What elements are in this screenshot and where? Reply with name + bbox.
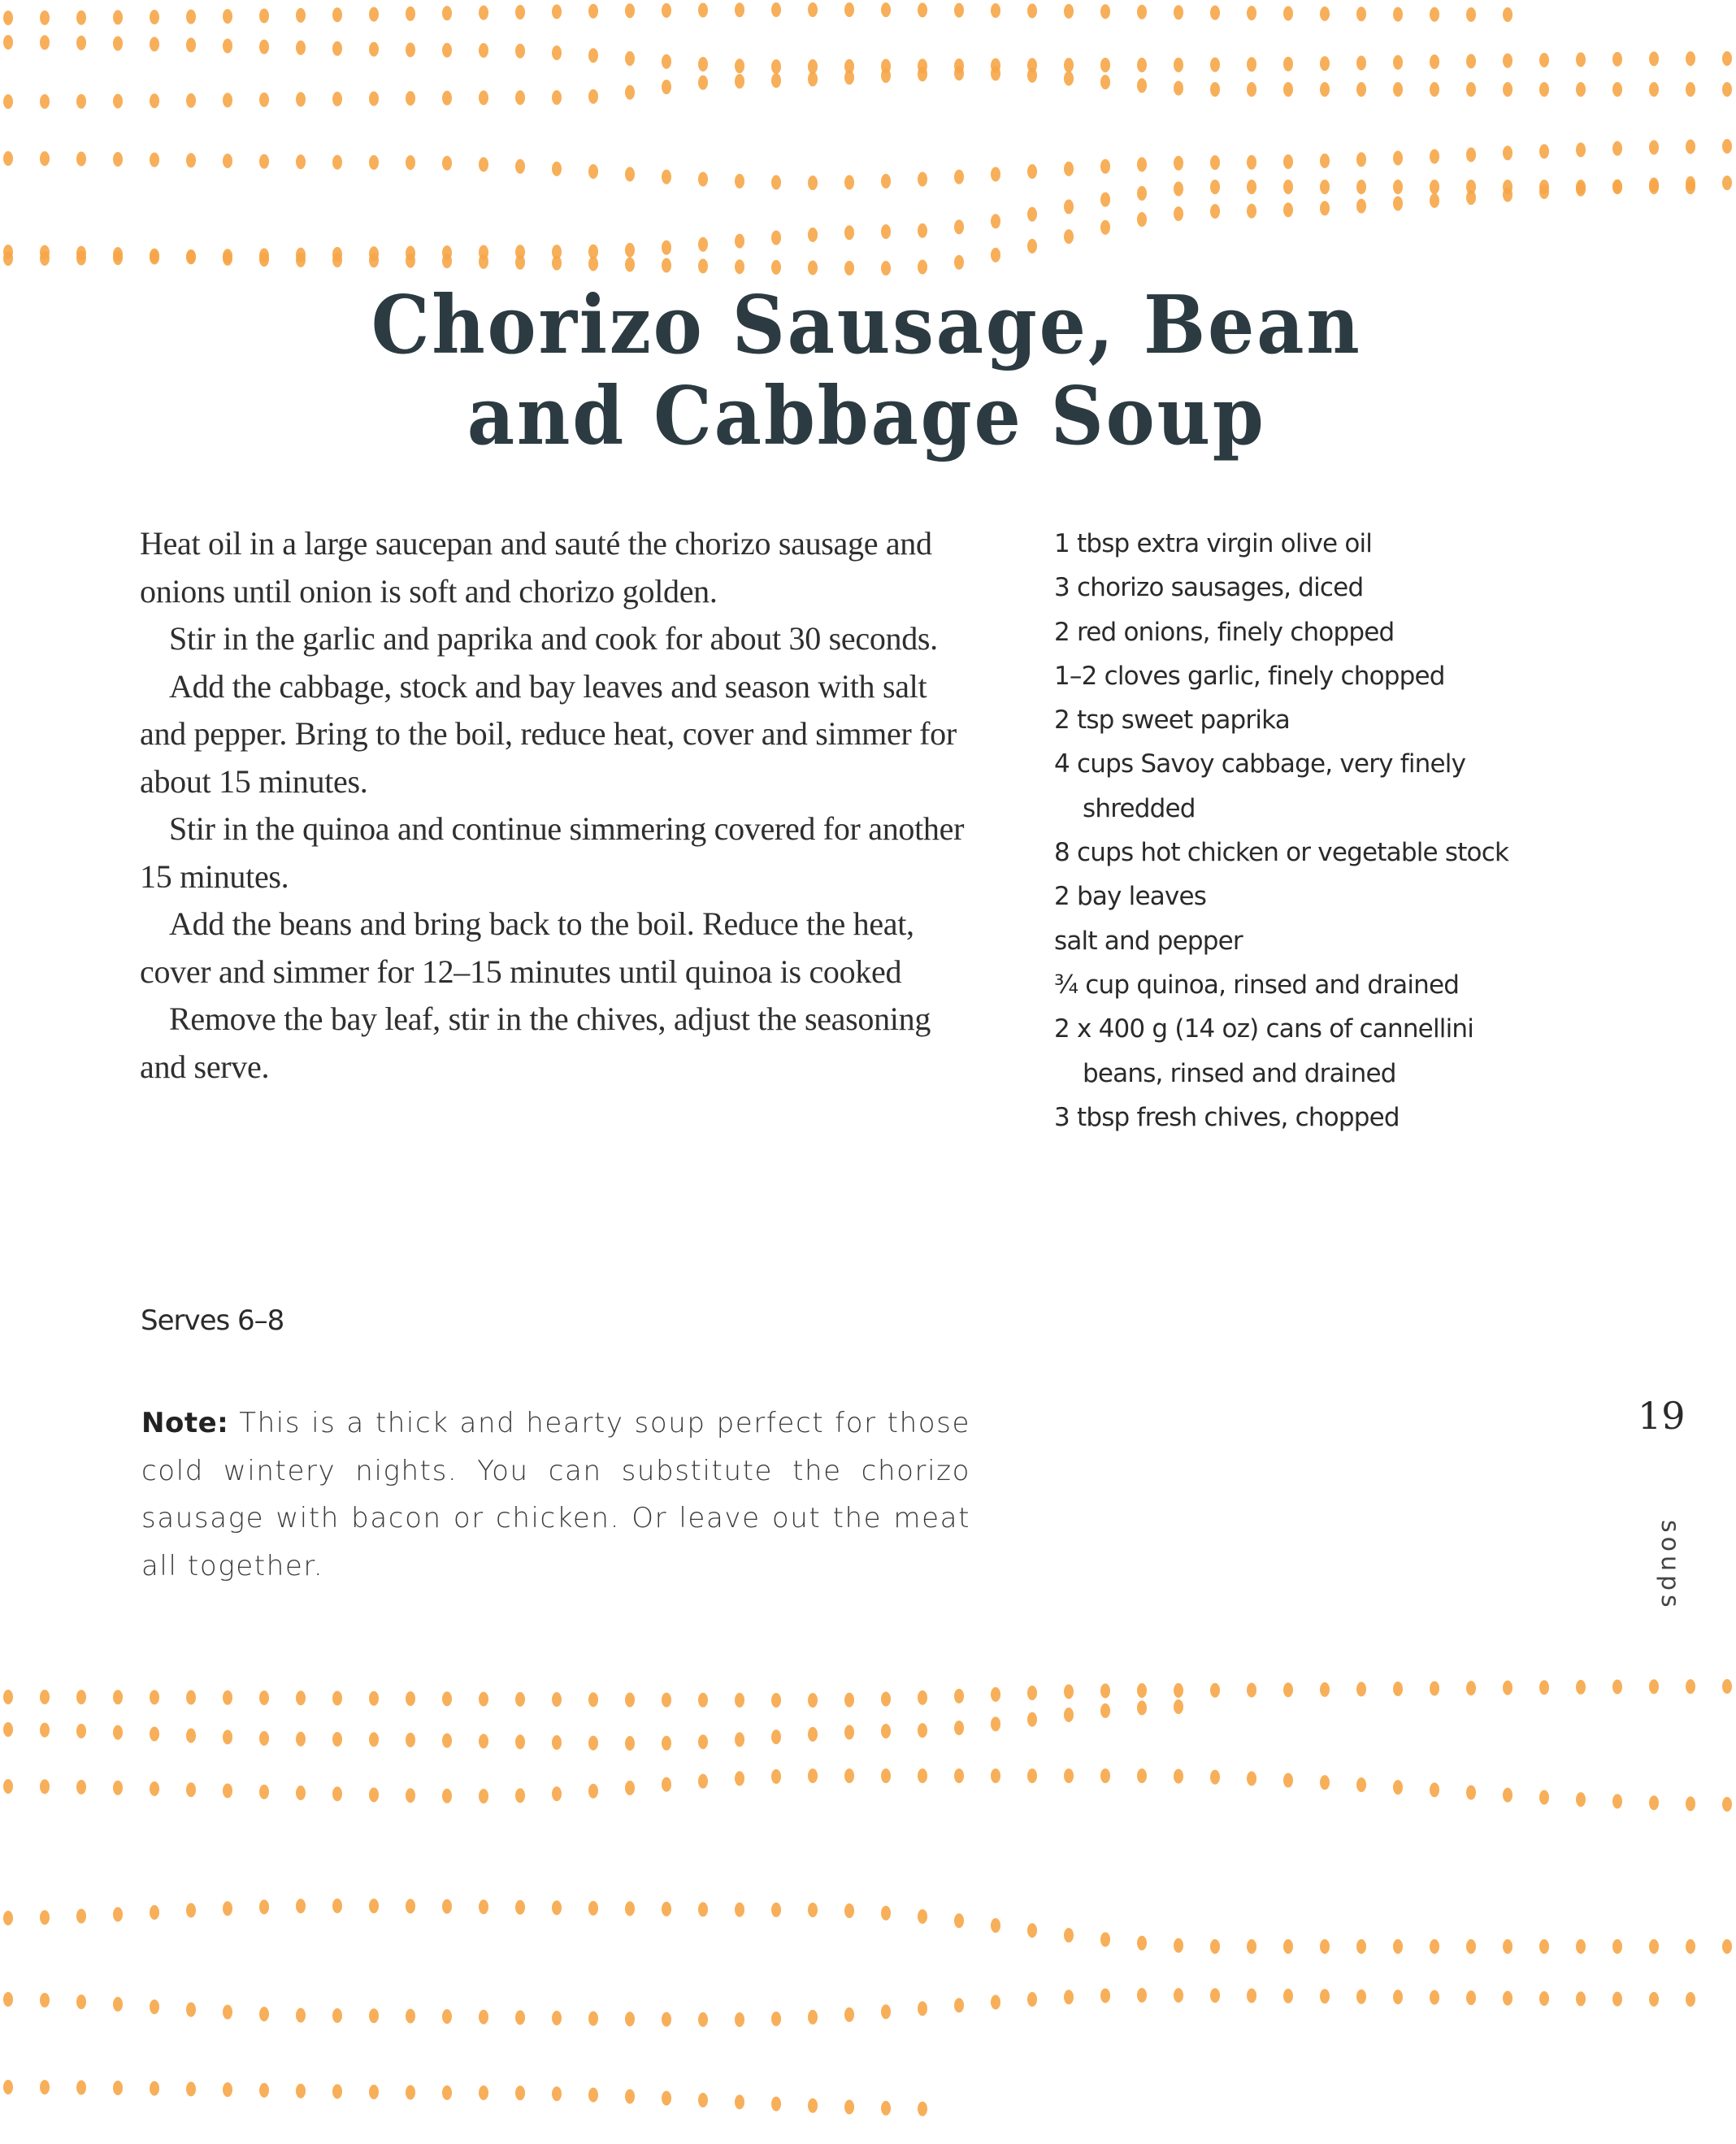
method-steps: [140, 520, 969, 1091]
method-step: Remove the bay leaf, stir in the chives, adjust the seasoning and serve.: [140, 1000, 931, 1085]
section-label: soups: [1656, 1520, 1684, 1612]
ingredient-item: 2 x 400 g (14 oz) cans of cannellini: [1054, 1014, 1474, 1044]
method-step: Add the cabbage, stock and bay leaves and season with salt and pepper. Bring to the boil, reduce heat, cover and simmer for about 15 minutes.: [140, 667, 957, 800]
ingredient-item-continuation: shredded: [1083, 793, 1196, 823]
note-text: This is a thick and hearty soup perfect for those cold wintery nights. You can substitute the chorizo sausage with bacon or chicken. Or leave out the meat all together.: [141, 1407, 970, 1582]
title-line-2: and Cabbage Soup: [467, 370, 1266, 463]
serves-text: Serves 6–8: [141, 1304, 284, 1337]
ingredient-item: 8 cups hot chicken or vegetable stock: [1054, 838, 1509, 868]
ingredient-item: ¾ cup quinoa, rinsed and drained: [1054, 970, 1460, 1000]
ingredient-item: 2 red onions, finely chopped: [1054, 617, 1395, 647]
recipe-note: [141, 1400, 970, 1590]
ingredient-item: salt and pepper: [1054, 926, 1243, 956]
ingredient-item: 2 tsp sweet paprika: [1054, 705, 1290, 736]
method-step: Heat oil in a large saucepan and sauté the chorizo sausage and onions until onion is soft and chorizo golden.: [140, 525, 932, 610]
ingredient-item: 3 chorizo sausages, diced: [1054, 573, 1364, 603]
page-number: 19: [1638, 1394, 1686, 1438]
ingredient-item: 2 bay leaves: [1054, 882, 1207, 912]
ingredient-item: 3 tbsp fresh chives, chopped: [1054, 1102, 1400, 1132]
ingredient-list: [1054, 522, 1558, 1139]
method-step: Stir in the quinoa and continue simmering covered for another 15 minutes.: [140, 810, 965, 895]
ingredient-item: 4 cups Savoy cabbage, very finely: [1054, 749, 1466, 779]
method-step: Add the beans and bring back to the boil. Reduce the heat, cover and simmer for 12–15 minutes until quinoa is cooked: [140, 905, 914, 990]
recipe-title: [68, 280, 1665, 462]
ingredient-item: 1–2 cloves garlic, finely chopped: [1054, 661, 1445, 691]
note-label: Note:: [141, 1407, 229, 1439]
ingredient-item: 1 tbsp extra virgin olive oil: [1054, 529, 1373, 558]
method-step: Stir in the garlic and paprika and cook for about 30 seconds.: [169, 620, 938, 657]
ingredient-item-continuation: beans, rinsed and drained: [1083, 1058, 1396, 1088]
title-line-1: Chorizo Sausage, Bean: [371, 279, 1362, 372]
